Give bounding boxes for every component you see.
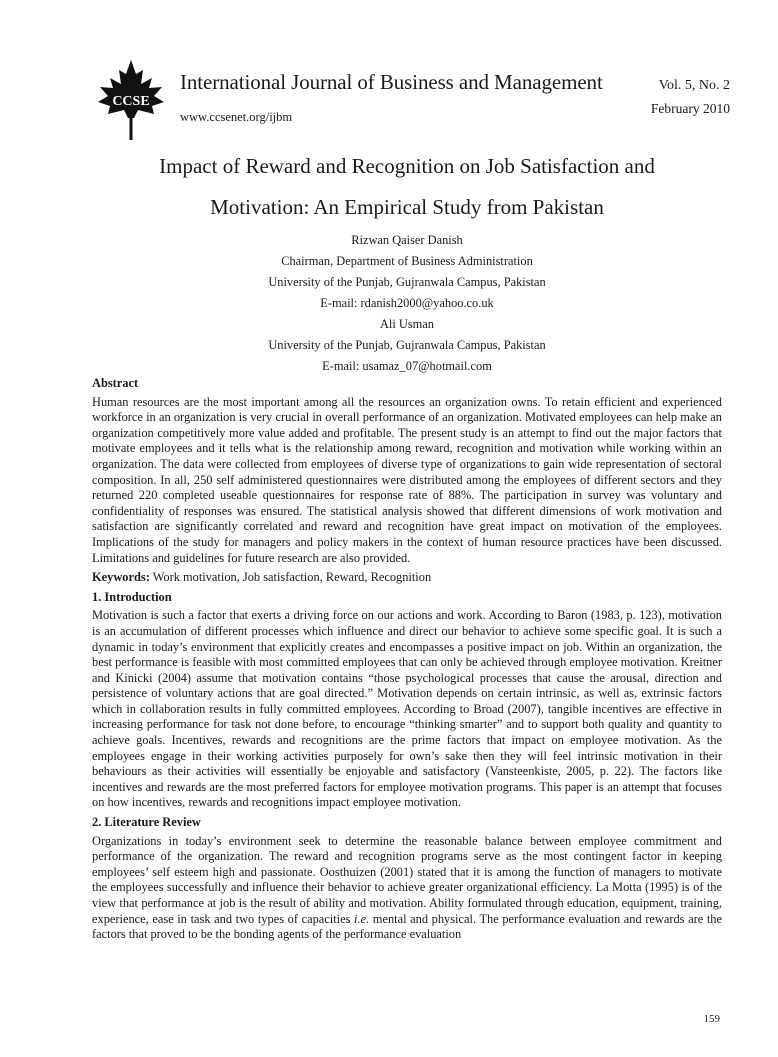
journal-url[interactable]: www.ccsenet.org/ijbm: [180, 110, 293, 124]
literature-review-text: [92, 834, 722, 943]
keywords-label: Keywords:: [92, 570, 150, 585]
author-block: [92, 230, 722, 377]
page-number: 159: [703, 1013, 720, 1025]
abstract-text: Human resources are the most important among all the resources an organization owns. To retain efficient and experienced workforce in an organization is very crucial in overall performance of an organization. Motivated employees can help make an organization competitively more value added and profitable. The present study is an attempt to find out the major factors that motivate employees and it tells what is the relationship among reward, recognition and motivation while working within an organization. The data were collected from employees of diverse type of organizations to gain wide representation of sectoral composition. In all, 250 self administered questionnaires were distributed among the employees of different sectors and they returned 220 completed useable questionnaires for response rate of 88%. The participation in survey was voluntary and confidentiality of responses was ensured. The statistical analysis showed that different dimensions of work motivation and satisfaction are significantly correlated and reward and recognition have great impact on motivation of the employees. Implications of the study for managers and policy makers in the context of human resource practices have been discussed. Limitations and guidelines for future research are also provided.: [92, 394, 722, 565]
literature-text-part: mental and physical. The performance evaluation and rewards are the factors that proved to be the bonding agents of the performance evaluation: [92, 911, 723, 942]
ccse-logo-icon: [96, 60, 166, 140]
author-affiliation: University of the Punjab, Gujranwala Campus, Pakistan: [268, 338, 546, 352]
paper-body: [92, 376, 722, 947]
literature-text-italic: i.e.: [354, 911, 370, 926]
introduction-heading: 1. Introduction: [92, 589, 172, 604]
author-affiliation: University of the Punjab, Gujranwala Campus, Pakistan: [268, 275, 546, 289]
keywords-text: Work motivation, Job satisfaction, Reward, Recognition: [149, 570, 432, 585]
paper-title-line-1: Impact of Reward and Recognition on Job Satisfaction and: [159, 154, 655, 178]
literature-text-part: Organizations in today’s environment seek to determine the reasonable balance between employee commitment and performance of the organization. The reward and recognition programs serve as the most contingent factor in keeping employees’ self esteem high and passionate. Oosthuizen (2001) stated that it is among the function of managers to motivate the employees successfully and influence their behavior to achieve greater organizational efficiency. La Motta (1995) is of the view that performance at job is the result of ability and motivation. Ability formulated through education, equipment, training, experience, ease in task and two types of capacities: [92, 833, 722, 926]
volume-number: Vol. 5, No. 2: [658, 78, 730, 93]
author-name: Rizwan Qaiser Danish: [351, 233, 463, 247]
paper-title-line-2: Motivation: An Empirical Study from Pakistan: [210, 195, 604, 219]
abstract-heading: Abstract: [92, 376, 139, 390]
author-name: Ali Usman: [379, 317, 435, 331]
author-affiliation: Chairman, Department of Business Administration: [281, 254, 533, 268]
journal-title: International Journal of Business and Management: [180, 70, 603, 94]
issue-date: February 2010: [650, 101, 730, 116]
author-email[interactable]: E-mail: usamaz_07@hotmail.com: [322, 359, 492, 373]
author-email[interactable]: E-mail: rdanish2000@yahoo.co.uk: [320, 296, 494, 310]
literature-review-heading: 2. Literature Review: [92, 815, 201, 830]
logo-text: CCSE: [112, 94, 150, 109]
introduction-text: Motivation is such a factor that exerts a driving force on our actions and work. According to Baron (1983, p. 123), motivation is an accumulation of different processes which influence and direct our behavior to achieve some specific goal. It is such a dynamic in today’s environment that explicitly creates and encompasses a positive impact on job. Within an organization, the best performance is feasible with most committed employees that can only be achieved through employee motivation. Kreitner and Kinicki (2004) assume that motivation contains “those psychological processes that cause the arousal, direction and persistence of voluntary actions that are goal directed.” Motivation depends on certain intrinsic, as well as, extrinsic factors which in collaboration results in fully committed employees. According to Broad (2007), tangible incentives are effective in increasing performance for task not done before, to encourage “thinking smarter” and to support both quality and quantity to achieve goals. Incentives, rewards and recognitions are the prime factors that impact on employee motivation. As the employees engage in their working activities purposely for own’s sake then they will feel intrinsic motivation in their behaviours as their activities will essentially be enjoyable and satisfactory (Vansteenkiste, 2005, p. 22). The factors like incentives and rewards are the most preferred factors for employee motivation programs. This paper is an attempt that focuses on how incentives, rewards and recognitions impact employee motivation.: [92, 608, 722, 810]
keywords: [92, 570, 722, 586]
